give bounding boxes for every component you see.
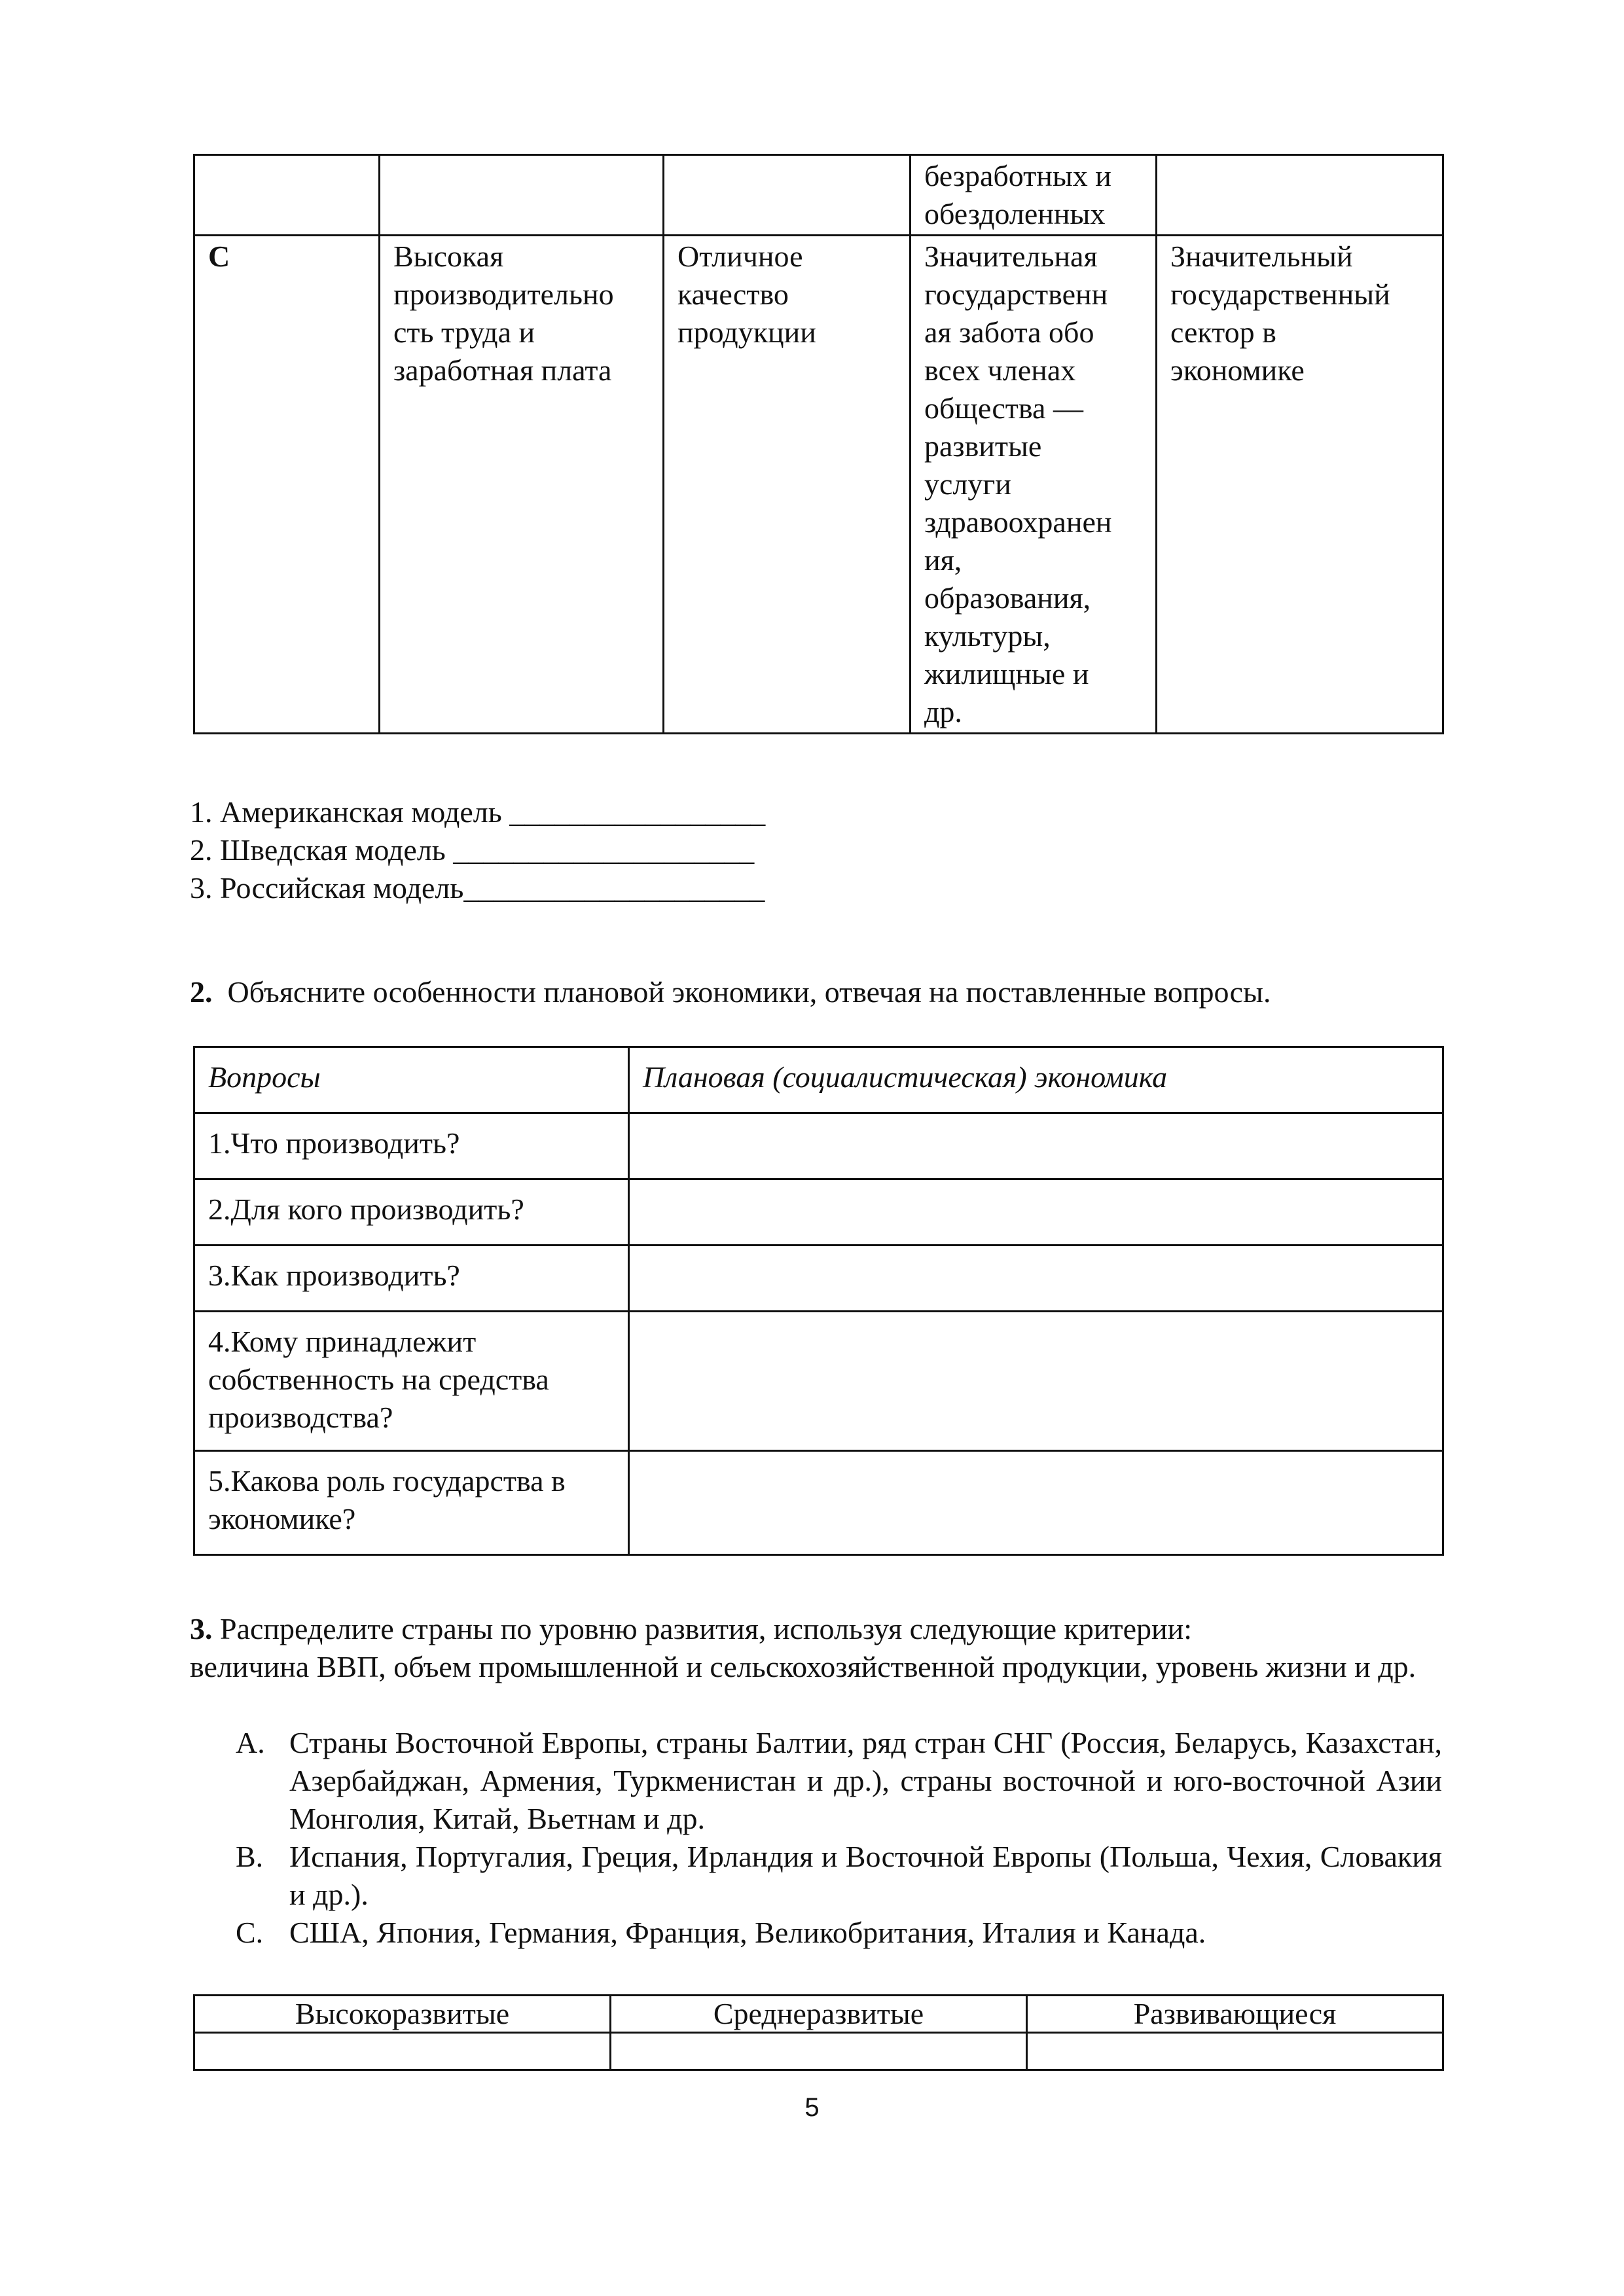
cell-line: услуги: [924, 467, 1011, 501]
task-2: [190, 973, 1271, 1011]
cell-line: общества —: [924, 391, 1083, 425]
cell-line: собственность на средства: [208, 1363, 549, 1396]
table-cell: [911, 155, 1157, 236]
table-cell: [380, 236, 664, 734]
list-item: [236, 1724, 1442, 1838]
answer-cell: [1027, 2033, 1443, 2070]
table-row: [194, 1179, 1443, 1246]
table-cell: [194, 155, 380, 236]
table-header-row: [194, 1996, 1443, 2033]
cell-line: качество: [677, 278, 789, 311]
table-cell: [380, 155, 664, 236]
cell-line: государственн: [924, 278, 1108, 311]
answer-cell: [194, 2033, 611, 2070]
table-row: [194, 236, 1443, 734]
option-text: США, Япония, Германия, Франция, Великобритания, Италия и Канада.: [289, 1916, 1206, 1949]
cell-line: безработных и: [924, 159, 1111, 192]
cell-line: сть труда и: [393, 315, 535, 349]
cell-line: Отличное: [677, 240, 803, 273]
option-label: B.: [236, 1840, 264, 1873]
column-header: Плановая (социалистическая) экономика: [629, 1047, 1443, 1113]
options-list: [236, 1724, 1442, 1952]
task-text: Распределите страны по уровню развития, используя следующие критерии:: [212, 1612, 1193, 1645]
cell-line: образования,: [924, 581, 1091, 615]
cell-line: ия,: [924, 543, 962, 577]
cell-line: государственный: [1170, 278, 1390, 311]
task-criteria: величина ВВП, объем промышленной и сельскохозяйственной продукции, уровень жизни и др.: [190, 1650, 1416, 1683]
cell-line: обездоленных: [924, 197, 1106, 230]
cell-line: продукции: [677, 315, 816, 349]
cell-line: здравоохранен: [924, 505, 1112, 539]
table-cell: [911, 236, 1157, 734]
cell-line: заработная плата: [393, 353, 612, 387]
answer-cell: [629, 1451, 1443, 1555]
answer-cell: [611, 2033, 1027, 2070]
task-number: 3.: [190, 1612, 213, 1645]
task-heading: [190, 1610, 1440, 1648]
cell-line: Значительная: [924, 240, 1098, 273]
question-cell: 1.Что производить?: [194, 1113, 629, 1179]
table-row: [194, 2033, 1443, 2070]
table-header-row: [194, 1047, 1443, 1113]
table-cell: [664, 155, 911, 236]
table-row: [194, 155, 1443, 236]
cell-line: всех членах: [924, 353, 1076, 387]
cell-line: Высокая: [393, 240, 504, 273]
table-row: [194, 1246, 1443, 1312]
question-cell: [194, 1451, 629, 1555]
table-cell: [664, 236, 911, 734]
list-item: 3. Российская модель____________________: [190, 871, 765, 905]
column-header: Вопросы: [194, 1047, 629, 1113]
table-row: [194, 1451, 1443, 1555]
cell-line: развитые: [924, 429, 1042, 463]
task-3: [190, 1610, 1440, 1686]
cell-line: культуры,: [924, 619, 1051, 653]
task-text: Объясните особенности плановой экономики, отвечая на поставленные вопросы.: [212, 975, 1271, 1009]
table-cell: [1157, 155, 1443, 236]
questions-table: [193, 1046, 1444, 1556]
cell-line: сектор в: [1170, 315, 1276, 349]
table-cell: [1157, 236, 1443, 734]
table-row: [194, 1113, 1443, 1179]
cell-line: экономике: [1170, 353, 1305, 387]
column-header: Среднеразвитые: [611, 1996, 1027, 2033]
column-header: Развивающиеся: [1027, 1996, 1443, 2033]
cell-line: ая забота обо: [924, 315, 1094, 349]
cell-line: Значительный: [1170, 240, 1353, 273]
cell-line: производительно: [393, 278, 614, 311]
answer-cell: [629, 1246, 1443, 1312]
models-list: [190, 793, 765, 907]
answer-cell: [629, 1312, 1443, 1451]
table-row: [194, 1312, 1443, 1451]
list-item: [236, 1914, 1442, 1952]
cell-line: 4.Кому принадлежит: [208, 1325, 477, 1358]
list-item: 2. Шведская модель ____________________: [190, 833, 755, 867]
option-label: C.: [236, 1916, 264, 1949]
list-item: [236, 1838, 1442, 1914]
list-item: 1. Американская модель _________________: [190, 795, 766, 829]
question-cell: [194, 1312, 629, 1451]
cell-line: экономике?: [208, 1502, 356, 1535]
option-text: Страны Восточной Европы, страны Балтии, ряд стран СНГ (Россия, Беларусь, Казахстан, Азербайджан, Армения, Туркменистан и др.), страны восточной и юго-восточной Азии Монголия, Китай, Вьетнам и др.: [289, 1726, 1442, 1835]
task-number: 2.: [190, 975, 213, 1009]
models-table: [193, 154, 1444, 734]
column-header: Высокоразвитые: [194, 1996, 611, 2033]
cell-line: жилищные и: [924, 657, 1089, 691]
answer-cell: [629, 1113, 1443, 1179]
page-number: 5: [804, 2093, 820, 2122]
cell-line: 5.Какова роль государства в: [208, 1464, 566, 1498]
development-table: [193, 1994, 1444, 2071]
option-text: Испания, Португалия, Греция, Ирландия и Восточной Европы (Польша, Чехия, Словакия и др.).: [289, 1840, 1442, 1911]
question-cell: 3.Как производить?: [194, 1246, 629, 1312]
option-label: A.: [236, 1726, 265, 1759]
answer-cell: [629, 1179, 1443, 1246]
row-label: С: [194, 236, 380, 734]
cell-line: др.: [924, 695, 962, 728]
question-cell: 2.Для кого производить?: [194, 1179, 629, 1246]
cell-line: производства?: [208, 1401, 393, 1434]
